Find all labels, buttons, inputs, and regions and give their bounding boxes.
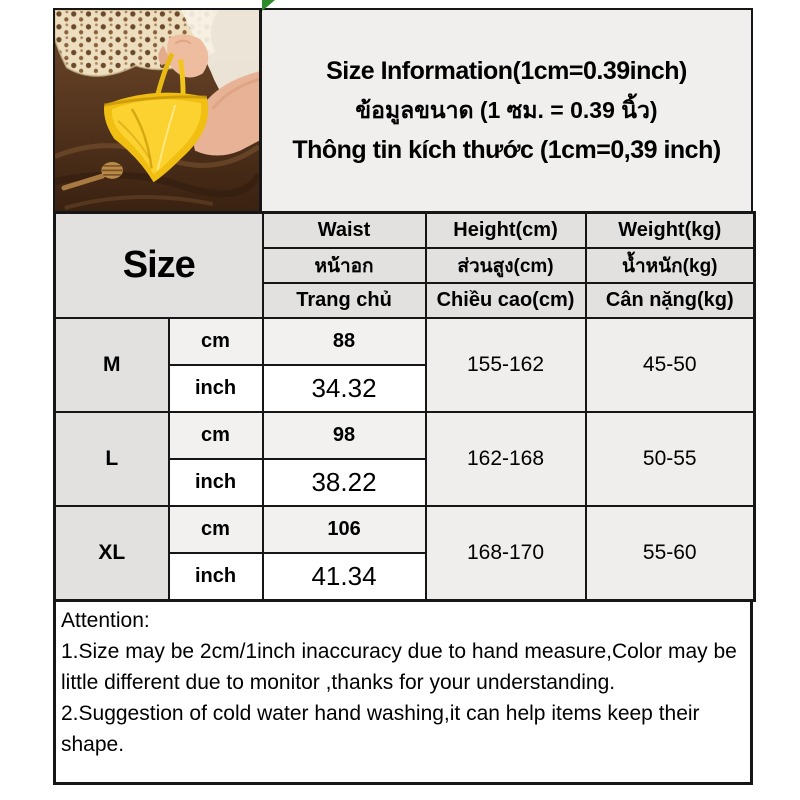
col-header-weight-th: น้ำหนัก(kg) [586,248,755,283]
weight-range: 55-60 [586,506,755,601]
header-row-en [55,213,755,249]
waist-inch-value: 34.32 [263,365,426,412]
weight-range: 45-50 [586,318,755,412]
top-band [53,8,753,211]
content [53,8,753,785]
unit-cm-label: cm [169,412,263,459]
col-header-waist-vi: Trang chủ [263,283,426,318]
size-l-label: L [55,412,169,506]
title-vietnamese: Thông tin kích thước (1cm=0,39 inch) [292,135,721,164]
table-row [55,506,755,553]
unit-inch-label: inch [169,553,263,601]
size-xl-label: XL [55,506,169,601]
unit-cm-label: cm [169,506,263,553]
product-photo-illustration [55,10,259,211]
col-header-height-en: Height(cm) [426,213,586,249]
size-table [53,211,756,602]
attention-box [53,602,753,785]
col-header-height-th: ส่วนสูง(cm) [426,248,586,283]
size-info-title [262,10,751,211]
height-range: 155-162 [426,318,586,412]
height-range: 162-168 [426,412,586,506]
attention-note-2: 2.Suggestion of cold water hand washing,it can help items keep their shape. [61,702,700,756]
col-header-waist-en: Waist [263,213,426,249]
title-english: Size Information(1cm=0.39inch) [326,56,687,85]
weight-range: 50-55 [586,412,755,506]
waist-inch-value: 38.22 [263,459,426,506]
product-photo [55,10,262,211]
unit-inch-label: inch [169,459,263,506]
size-m-label: M [55,318,169,412]
unit-inch-label: inch [169,365,263,412]
title-thai: ข้อมูลขนาด (1 ซม. = 0.39 นิ้ว) [355,96,658,123]
table-row [55,412,755,459]
size-column-header: Size [55,213,263,319]
attention-heading: Attention: [61,609,150,632]
waist-cm-value: 98 [263,412,426,459]
col-header-waist-th: หน้าอก [263,248,426,283]
col-header-height-vi: Chiều cao(cm) [426,283,586,318]
col-header-weight-en: Weight(kg) [586,213,755,249]
green-corner-marker-icon [262,0,275,11]
waist-cm-value: 88 [263,318,426,365]
attention-note-1: 1.Size may be 2cm/1inch inaccuracy due to hand measure,Color may be little different due to monitor ,thanks for your understanding. [61,640,737,694]
waist-inch-value: 41.34 [263,553,426,601]
height-range: 168-170 [426,506,586,601]
unit-cm-label: cm [169,318,263,365]
table-row [55,318,755,365]
waist-cm-value: 106 [263,506,426,553]
col-header-weight-vi: Cân nặng(kg) [586,283,755,318]
